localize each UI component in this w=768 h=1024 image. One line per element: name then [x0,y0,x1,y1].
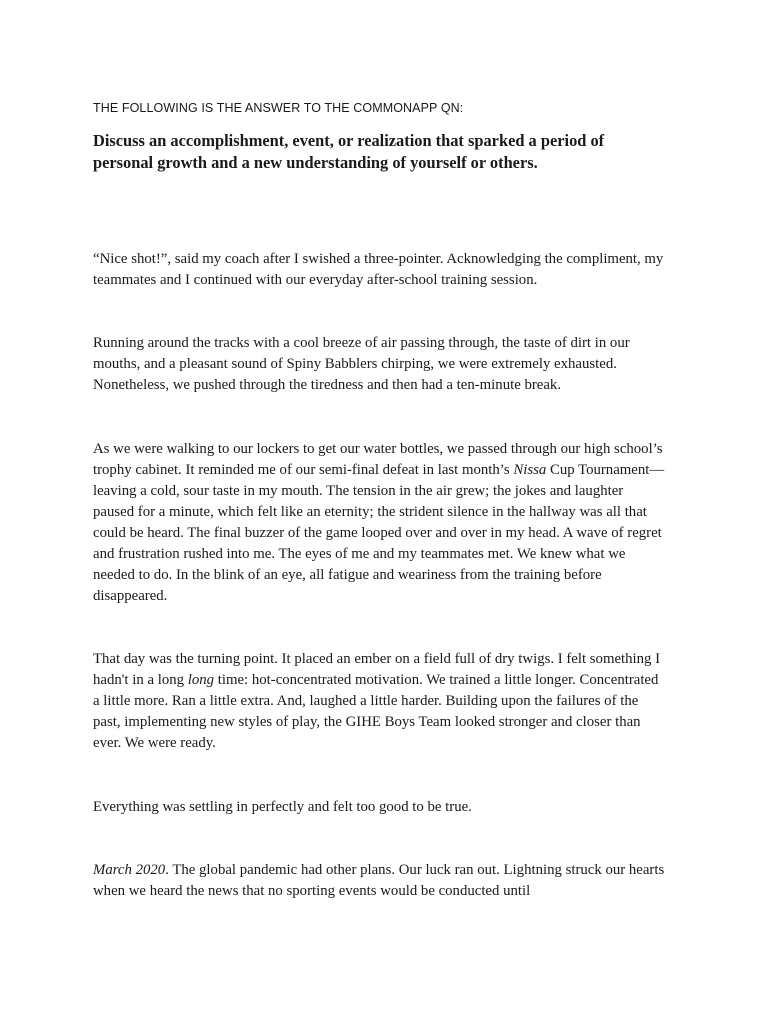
paragraph-6-italic: March 2020 [93,862,166,878]
paragraph-4 [93,649,668,754]
document-header: THE FOLLOWING IS THE ANSWER TO THE COMMONAPP QN: [93,101,464,115]
paragraph-1: “Nice shot!”, said my coach after I swished a three-pointer. Acknowledging the compliment, my teammates and I continued with our everyday after-school training session. [93,251,664,288]
paragraph-3-italic: Nissa [513,462,547,478]
paragraph-6 [93,860,668,902]
essay-question: Discuss an accomplishment, event, or realization that sparked a period of personal growth and a new understanding of yourself or others. [93,131,605,172]
paragraph-3-text-a: As we were walking to our lockers to get our water bottles, we passed through our high school’s trophy cabinet. It reminded me of our semi-final defeat in last month’s [93,441,663,478]
paragraph-3 [93,439,668,607]
paragraph-5: Everything was settling in perfectly and felt too good to be true. [93,799,472,815]
paragraph-3-text-b: Cup Tournament—leaving a cold, sour taste in my mouth. The tension in the air grew; the jokes and laughter paused for a minute, which felt like an eternity; the strident silence in the hallway was all that could be heard. The final buzzer of the game looped over and over in my head. A wave of regret and frustration rushed into me. The eyes of me and my teammates met. We knew what we needed to do. In the blink of an eye, all fatigue and weariness from the training before disappeared. [93,462,665,604]
paragraph-4-text-b: time: hot-concentrated motivation. We trained a little longer. Concentrated a little more. Ran a little extra. And, laughed a little harder. Building upon the failures of the past, implementing new styles of play, the GIHE Boys Team looked stronger and closer than ever. We were ready. [93,672,659,751]
paragraph-4-italic: long [187,672,215,688]
paragraph-4-text-a: That day was the turning point. It placed an ember on a field full of dry twigs. I felt something I hadn't in a long [93,651,661,688]
paragraph-6-text: . The global pandemic had other plans. Our luck ran out. Lightning struck our hearts when we heard the news that no sporting events would be conducted until [93,862,665,899]
paragraph-2: Running around the tracks with a cool breeze of air passing through, the taste of dirt in our mouths, and a pleasant sound of Spiny Babblers chirping, we were extremely exhausted. Nonetheless, we pushed through the tiredness and then had a ten-minute break. [93,335,630,393]
